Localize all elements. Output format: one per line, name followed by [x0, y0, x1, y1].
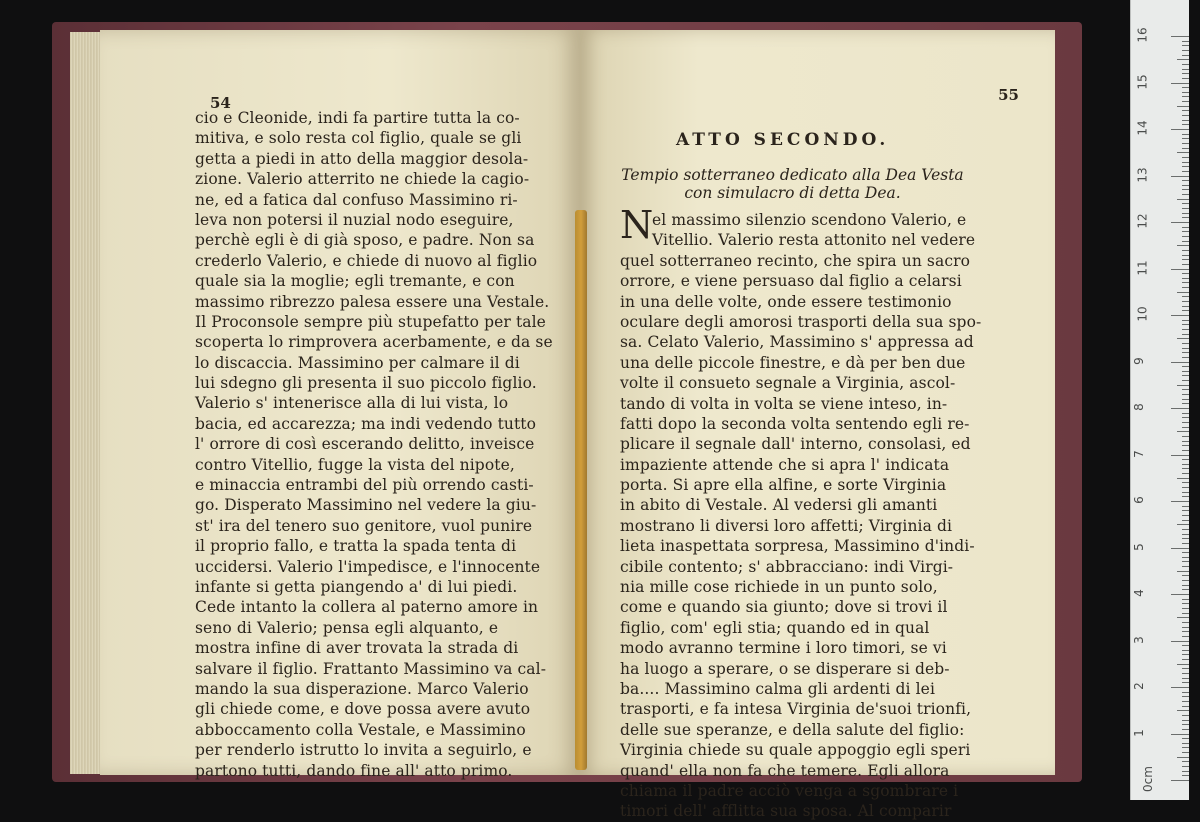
page-number: 54	[210, 94, 231, 112]
ruler-minor-tick	[1182, 510, 1189, 511]
text-line: ba.... Massimino calma gli ardenti di lei	[620, 679, 936, 698]
text-line: scoperta lo rimprovera acerbamente, e da se	[195, 333, 553, 352]
ruler-minor-tick	[1182, 64, 1189, 65]
ruler-minor-tick	[1182, 208, 1189, 209]
ruler-tick	[1171, 641, 1189, 642]
ruler-minor-tick	[1182, 45, 1189, 46]
ruler-minor-tick	[1182, 134, 1189, 135]
ruler-minor-tick	[1182, 775, 1189, 776]
ruler-minor-tick	[1182, 301, 1189, 302]
ruler-minor-tick	[1182, 496, 1189, 497]
ruler-minor-tick	[1182, 445, 1189, 446]
ruler-minor-tick	[1177, 59, 1189, 60]
text-line: bacia, ed accarezza; ma indi vedendo tutto	[195, 414, 537, 433]
ruler-minor-tick	[1182, 645, 1189, 646]
text-line: in abito di Vestale. Al vedersi gli amanti	[620, 496, 938, 515]
ruler-minor-tick	[1177, 245, 1189, 246]
text-line: crederlo Valerio, e chiede di nuovo al figlio	[195, 251, 538, 270]
ruler-minor-tick	[1182, 766, 1189, 767]
ruler-minor-tick	[1182, 50, 1189, 51]
ruler-minor-tick	[1182, 87, 1189, 88]
ruler-minor-tick	[1182, 120, 1189, 121]
ruler-minor-tick	[1182, 413, 1189, 414]
text-line: Il Proconsole sempre più stupefatto per tale	[195, 312, 546, 331]
ruler-minor-tick	[1182, 566, 1189, 567]
ruler-minor-tick	[1182, 348, 1189, 349]
ruler-minor-tick	[1182, 668, 1189, 669]
ruler-minor-tick	[1182, 101, 1189, 102]
ruler-minor-tick	[1182, 534, 1189, 535]
ruler-minor-tick	[1182, 678, 1189, 679]
ruler-tick	[1171, 594, 1189, 595]
text-line: nia mille cose richiede in un punto solo,	[620, 578, 938, 597]
ruler-minor-tick	[1182, 259, 1189, 260]
ruler-minor-tick	[1182, 659, 1189, 660]
left-page-text	[195, 108, 553, 781]
text-line: Cede intanto la collera al paterno amore in	[195, 598, 539, 617]
text-line: tando di volta in volta se viene inteso, in-	[620, 394, 948, 413]
ruler-minor-tick	[1182, 227, 1189, 228]
text-line: lieta inaspettata sorpresa, Massimino d'indi-	[620, 537, 975, 556]
ruler-minor-tick	[1182, 380, 1189, 381]
text-line: in una delle volte, onde essere testimonio	[620, 292, 952, 311]
ruler-label: 7	[1131, 449, 1146, 458]
text-line: sa. Celato Valerio, Massimino s' appressa ad	[620, 333, 974, 352]
ruler-minor-tick	[1182, 720, 1189, 721]
ruler-tick	[1171, 501, 1189, 502]
ruler-minor-tick	[1182, 636, 1189, 637]
ruler-minor-tick	[1182, 306, 1189, 307]
text-line: mostra infine di aver trovata la strada di	[195, 639, 519, 658]
ruler-minor-tick	[1177, 571, 1189, 572]
ruler-minor-tick	[1182, 217, 1189, 218]
ruler-minor-tick	[1182, 371, 1189, 372]
ruler-minor-tick	[1182, 213, 1189, 214]
text-line: cio e Cleonide, indi fa partire tutta la co-	[195, 109, 520, 127]
ruler-minor-tick	[1182, 552, 1189, 553]
text-line: quand' ella non fa che temere. Egli allora	[620, 761, 950, 780]
text-line: porta. Si apre ella alfine, e sorte Virginia	[620, 476, 947, 495]
text-line: mando la sua disperazione. Marco Valerio	[195, 679, 529, 698]
ruler-minor-tick	[1182, 334, 1189, 335]
ruler-minor-tick	[1182, 650, 1189, 651]
text-line: zione. Valerio atterrito ne chiede la cagio-	[195, 170, 530, 189]
page-number: 55	[998, 86, 1019, 104]
ruler-tick	[1171, 548, 1189, 549]
ruler-minor-tick	[1177, 524, 1189, 525]
ruler-minor-tick	[1182, 427, 1189, 428]
text-line: delle sue speranze, e della salute del figlio:	[620, 720, 965, 739]
ruler-minor-tick	[1182, 143, 1189, 144]
ruler-minor-tick	[1182, 436, 1189, 437]
ruler-minor-tick	[1182, 203, 1189, 204]
ruler-minor-tick	[1182, 464, 1189, 465]
text-line: chiama il padre acciò venga a sgombrare i	[620, 781, 959, 800]
ruler-label: 12	[1135, 213, 1150, 229]
ruler-minor-tick	[1182, 394, 1189, 395]
ruler-minor-tick	[1177, 199, 1189, 200]
ruler-minor-tick	[1182, 282, 1189, 283]
ruler-minor-tick	[1182, 487, 1189, 488]
text-line: fatti dopo la seconda volta sentendo egli re-	[620, 414, 970, 433]
ruler-label: 6	[1131, 496, 1146, 504]
ruler-minor-tick	[1182, 241, 1189, 242]
ruler-minor-tick	[1182, 124, 1189, 125]
text-line: go. Disperato Massimino nel vedere la giu-	[195, 496, 537, 515]
ruler-minor-tick	[1182, 115, 1189, 116]
ruler-minor-tick	[1182, 515, 1189, 516]
ruler-minor-tick	[1182, 520, 1189, 521]
ruler-minor-tick	[1182, 180, 1189, 181]
ruler-minor-tick	[1182, 73, 1189, 74]
ruler-minor-tick	[1182, 450, 1189, 451]
text-line: contro Vitellio, fugge la vista del nipote,	[195, 455, 515, 474]
ruler-minor-tick	[1182, 561, 1189, 562]
ruler-minor-tick	[1182, 747, 1189, 748]
ruler-minor-tick	[1177, 617, 1189, 618]
text-line: quale sia la moglie; egli tremante, e con	[195, 272, 515, 291]
ruler-minor-tick	[1182, 752, 1189, 753]
ruler-minor-tick	[1182, 92, 1189, 93]
ruler-minor-tick	[1182, 41, 1189, 42]
ruler-label: 14	[1135, 120, 1150, 136]
ruler-minor-tick	[1182, 706, 1189, 707]
ruler-minor-tick	[1182, 166, 1189, 167]
ruler-minor-tick	[1177, 338, 1189, 339]
ruler-label: 8	[1131, 403, 1146, 411]
ruler-minor-tick	[1182, 468, 1189, 469]
ruler-minor-tick	[1182, 608, 1189, 609]
text-line: massimo ribrezzo palesa essere una Vestale.	[195, 292, 550, 311]
ruler-minor-tick	[1182, 422, 1189, 423]
text-line: orrore, e viene persuaso dal figlio a celarsi	[620, 272, 962, 291]
text-line: una delle piccole finestre, e dà per ben due	[620, 353, 966, 372]
ruler-minor-tick	[1182, 148, 1189, 149]
text-line: plicare il segnale dall' interno, consolasi, ed	[620, 435, 971, 454]
ruler-label: 5	[1131, 542, 1146, 551]
ruler-minor-tick	[1182, 492, 1189, 493]
text-line: gli chiede come, e dove possa avere avuto	[195, 700, 531, 719]
ruler-minor-tick	[1177, 478, 1189, 479]
ruler-minor-tick	[1182, 673, 1189, 674]
text-line: mostrano li diversi loro affetti; Virginia di	[620, 516, 953, 535]
text-line: Valerio s' intenerisce alla di lui vista, lo	[195, 394, 509, 413]
ruler-minor-tick	[1182, 589, 1189, 590]
text-line: timori dell' afflitta sua sposa. Al comparir	[620, 802, 952, 821]
right-page-text	[620, 210, 982, 822]
ruler-minor-tick	[1177, 385, 1189, 386]
ruler-minor-tick	[1182, 743, 1189, 744]
ruler-label: 0cm	[1140, 766, 1155, 792]
text-line: per renderlo istrutto lo invita a seguirlo, e	[195, 741, 532, 760]
ruler-minor-tick	[1182, 613, 1189, 614]
ruler-label: 16	[1135, 27, 1150, 43]
text-line: getta a piedi in atto della maggior desola-	[195, 149, 529, 168]
ruler-minor-tick	[1182, 194, 1189, 195]
ruler-label: 10	[1135, 306, 1150, 322]
ruler-minor-tick	[1182, 738, 1189, 739]
ruler-minor-tick	[1182, 320, 1189, 321]
ruler-tick	[1171, 315, 1189, 316]
ruler-minor-tick	[1182, 729, 1189, 730]
ruler-minor-tick	[1182, 324, 1189, 325]
ruler-minor-tick	[1182, 771, 1189, 772]
ruler-minor-tick	[1182, 482, 1189, 483]
ruler-minor-tick	[1177, 431, 1189, 432]
ruler-label: 4	[1131, 589, 1146, 597]
text-line: e minaccia entrambi del più orrendo casti-	[195, 476, 534, 495]
ruler-minor-tick	[1182, 185, 1189, 186]
ruler-minor-tick	[1182, 343, 1189, 344]
ruler-tick	[1171, 36, 1189, 37]
text-line: cibile contento; s' abbracciano: indi Virgi-	[620, 557, 954, 576]
ruler-label: 11	[1135, 259, 1150, 276]
ruler-minor-tick	[1182, 287, 1189, 288]
drop-cap: N	[620, 203, 654, 247]
ruler-minor-tick	[1182, 575, 1189, 576]
text-line: seno di Valerio; pensa egli alquanto, e	[195, 618, 499, 637]
text-line: trasporti, e fa intesa Virginia de'suoi trionfi,	[620, 700, 972, 719]
ruler-tick	[1171, 176, 1189, 177]
text-line: infante si getta piangendo a' di lui piedi.	[195, 577, 518, 596]
ruler-minor-tick	[1177, 664, 1189, 665]
ruler-minor-tick	[1182, 138, 1189, 139]
ruler-tick	[1171, 734, 1189, 735]
ruler-minor-tick	[1182, 278, 1189, 279]
ruler-minor-tick	[1182, 622, 1189, 623]
ruler-minor-tick	[1182, 417, 1189, 418]
ruler-tick	[1171, 129, 1189, 130]
ruler-minor-tick	[1182, 357, 1189, 358]
ruler-minor-tick	[1182, 724, 1189, 725]
ruler-minor-tick	[1182, 352, 1189, 353]
binding-gutter	[575, 210, 587, 770]
text-line: ne, ed a fatica dal confuso Massimino ri-	[195, 190, 518, 209]
text-line: l' orrore di così escerando delitto, inveisce	[195, 435, 535, 454]
ruler-minor-tick	[1182, 310, 1189, 311]
ruler-minor-tick	[1182, 110, 1189, 111]
text-line: il proprio fallo, e tratta la spada tenta di	[195, 537, 517, 556]
text-line: lui sdegno gli presenta il suo piccolo figlio.	[195, 374, 537, 393]
ruler-minor-tick	[1182, 366, 1189, 367]
ruler-minor-tick	[1182, 55, 1189, 56]
ruler-tick	[1171, 408, 1189, 409]
ruler-minor-tick	[1182, 78, 1189, 79]
ruler-minor-tick	[1182, 96, 1189, 97]
text-line: mitiva, e solo resta col figlio, quale se gli	[195, 129, 522, 148]
ruler-minor-tick	[1182, 696, 1189, 697]
ruler-minor-tick	[1182, 599, 1189, 600]
act-heading: ATTO SECONDO.	[676, 130, 890, 150]
ruler-minor-tick	[1182, 69, 1189, 70]
ruler-tick	[1171, 455, 1189, 456]
ruler-minor-tick	[1182, 631, 1189, 632]
ruler-minor-tick	[1182, 459, 1189, 460]
ruler-minor-tick	[1182, 682, 1189, 683]
ruler-minor-tick	[1182, 403, 1189, 404]
ruler-label: 13	[1135, 166, 1150, 183]
text-line: salvare il figlio. Frattanto Massimino va cal-	[195, 659, 547, 678]
ruler-minor-tick	[1182, 603, 1189, 604]
text-line: Virginia chiede su quale appoggio egli speri	[620, 741, 971, 760]
ruler-minor-tick	[1182, 273, 1189, 274]
ruler-minor-tick	[1182, 580, 1189, 581]
text-line: st' ira del tenero suo genitore, vuol punire	[195, 516, 533, 535]
ruler-minor-tick	[1177, 292, 1189, 293]
ruler-minor-tick	[1182, 506, 1189, 507]
ruler-minor-tick	[1182, 157, 1189, 158]
ruler-minor-tick	[1182, 529, 1189, 530]
ruler-minor-tick	[1182, 654, 1189, 655]
ruler-label: 1	[1131, 728, 1146, 737]
text-line: oculare degli amorosi trasporti della sua spo-	[620, 312, 982, 331]
text-line: ha luogo a sperare, o se disperare si deb-	[620, 659, 950, 678]
text-line: perchè egli è di già sposo, e padre. Non sa	[195, 231, 535, 250]
ruler-minor-tick	[1182, 692, 1189, 693]
ruler-minor-tick	[1182, 389, 1189, 390]
ruler-tick	[1171, 269, 1189, 270]
text-line: Vitellio. Valerio resta attonito nel vedere	[652, 231, 976, 250]
ruler-minor-tick	[1182, 701, 1189, 702]
text-line: abboccamento colla Vestale, e Massimino	[195, 720, 526, 739]
measuring-ruler	[1130, 0, 1189, 800]
ruler-minor-tick	[1182, 715, 1189, 716]
ruler-tick	[1171, 687, 1189, 688]
text-line: partono tutti, dando fine all' atto primo.	[195, 761, 513, 780]
ruler-minor-tick	[1182, 399, 1189, 400]
ruler-tick	[1171, 362, 1189, 363]
scene-subheading: con simulacro di detta Dea.	[684, 184, 901, 202]
ruler-minor-tick	[1182, 543, 1189, 544]
text-line: volte il consueto segnale a Virginia, ascol-	[620, 374, 956, 393]
ruler-minor-tick	[1177, 106, 1189, 107]
ruler-minor-tick	[1182, 441, 1189, 442]
ruler-minor-tick	[1182, 585, 1189, 586]
ruler-tick	[1171, 83, 1189, 84]
text-line: lo discaccia. Massimino per calmare il di	[195, 353, 520, 372]
ruler-minor-tick	[1177, 710, 1189, 711]
ruler-minor-tick	[1177, 757, 1189, 758]
ruler-minor-tick	[1182, 264, 1189, 265]
ruler-minor-tick	[1182, 171, 1189, 172]
ruler-minor-tick	[1177, 152, 1189, 153]
text-line: figlio, com' egli stia; quando ed in qual	[620, 618, 930, 637]
ruler-minor-tick	[1182, 538, 1189, 539]
ruler-minor-tick	[1182, 231, 1189, 232]
ruler-minor-tick	[1182, 473, 1189, 474]
ruler-minor-tick	[1182, 250, 1189, 251]
text-line: quel sotterraneo recinto, che spira un sacro	[620, 251, 971, 270]
ruler-label: 15	[1135, 73, 1150, 90]
text-line: leva non potersi il nuzial nodo eseguire,	[195, 210, 514, 229]
scene-subheading: Tempio sotterraneo dedicato alla Dea Vesta	[621, 166, 964, 184]
ruler-minor-tick	[1182, 296, 1189, 297]
text-line: uccidersi. Valerio l'impedisce, e l'innocente	[195, 557, 541, 576]
text-line: come e quando sia giunto; dove si trovi il	[620, 598, 948, 617]
ruler-label: 2	[1131, 682, 1146, 690]
ruler-tick	[1171, 222, 1189, 223]
text-line: el massimo silenzio scendono Valerio, e	[652, 211, 967, 229]
ruler-minor-tick	[1182, 761, 1189, 762]
text-line: modo avranno termine i loro timori, se vi	[620, 639, 947, 658]
ruler-label: 9	[1131, 356, 1146, 365]
ruler-minor-tick	[1182, 162, 1189, 163]
ruler-minor-tick	[1182, 189, 1189, 190]
ruler-minor-tick	[1182, 557, 1189, 558]
ruler-minor-tick	[1182, 375, 1189, 376]
ruler-minor-tick	[1182, 255, 1189, 256]
ruler-minor-tick	[1182, 236, 1189, 237]
ruler-tick	[1171, 780, 1189, 781]
ruler-label: 3	[1131, 635, 1146, 644]
text-line: impaziente attende che si apra l' indicata	[620, 455, 950, 474]
ruler-minor-tick	[1182, 627, 1189, 628]
left-page	[100, 30, 580, 780]
right-page	[580, 30, 1055, 821]
ruler-minor-tick	[1182, 329, 1189, 330]
